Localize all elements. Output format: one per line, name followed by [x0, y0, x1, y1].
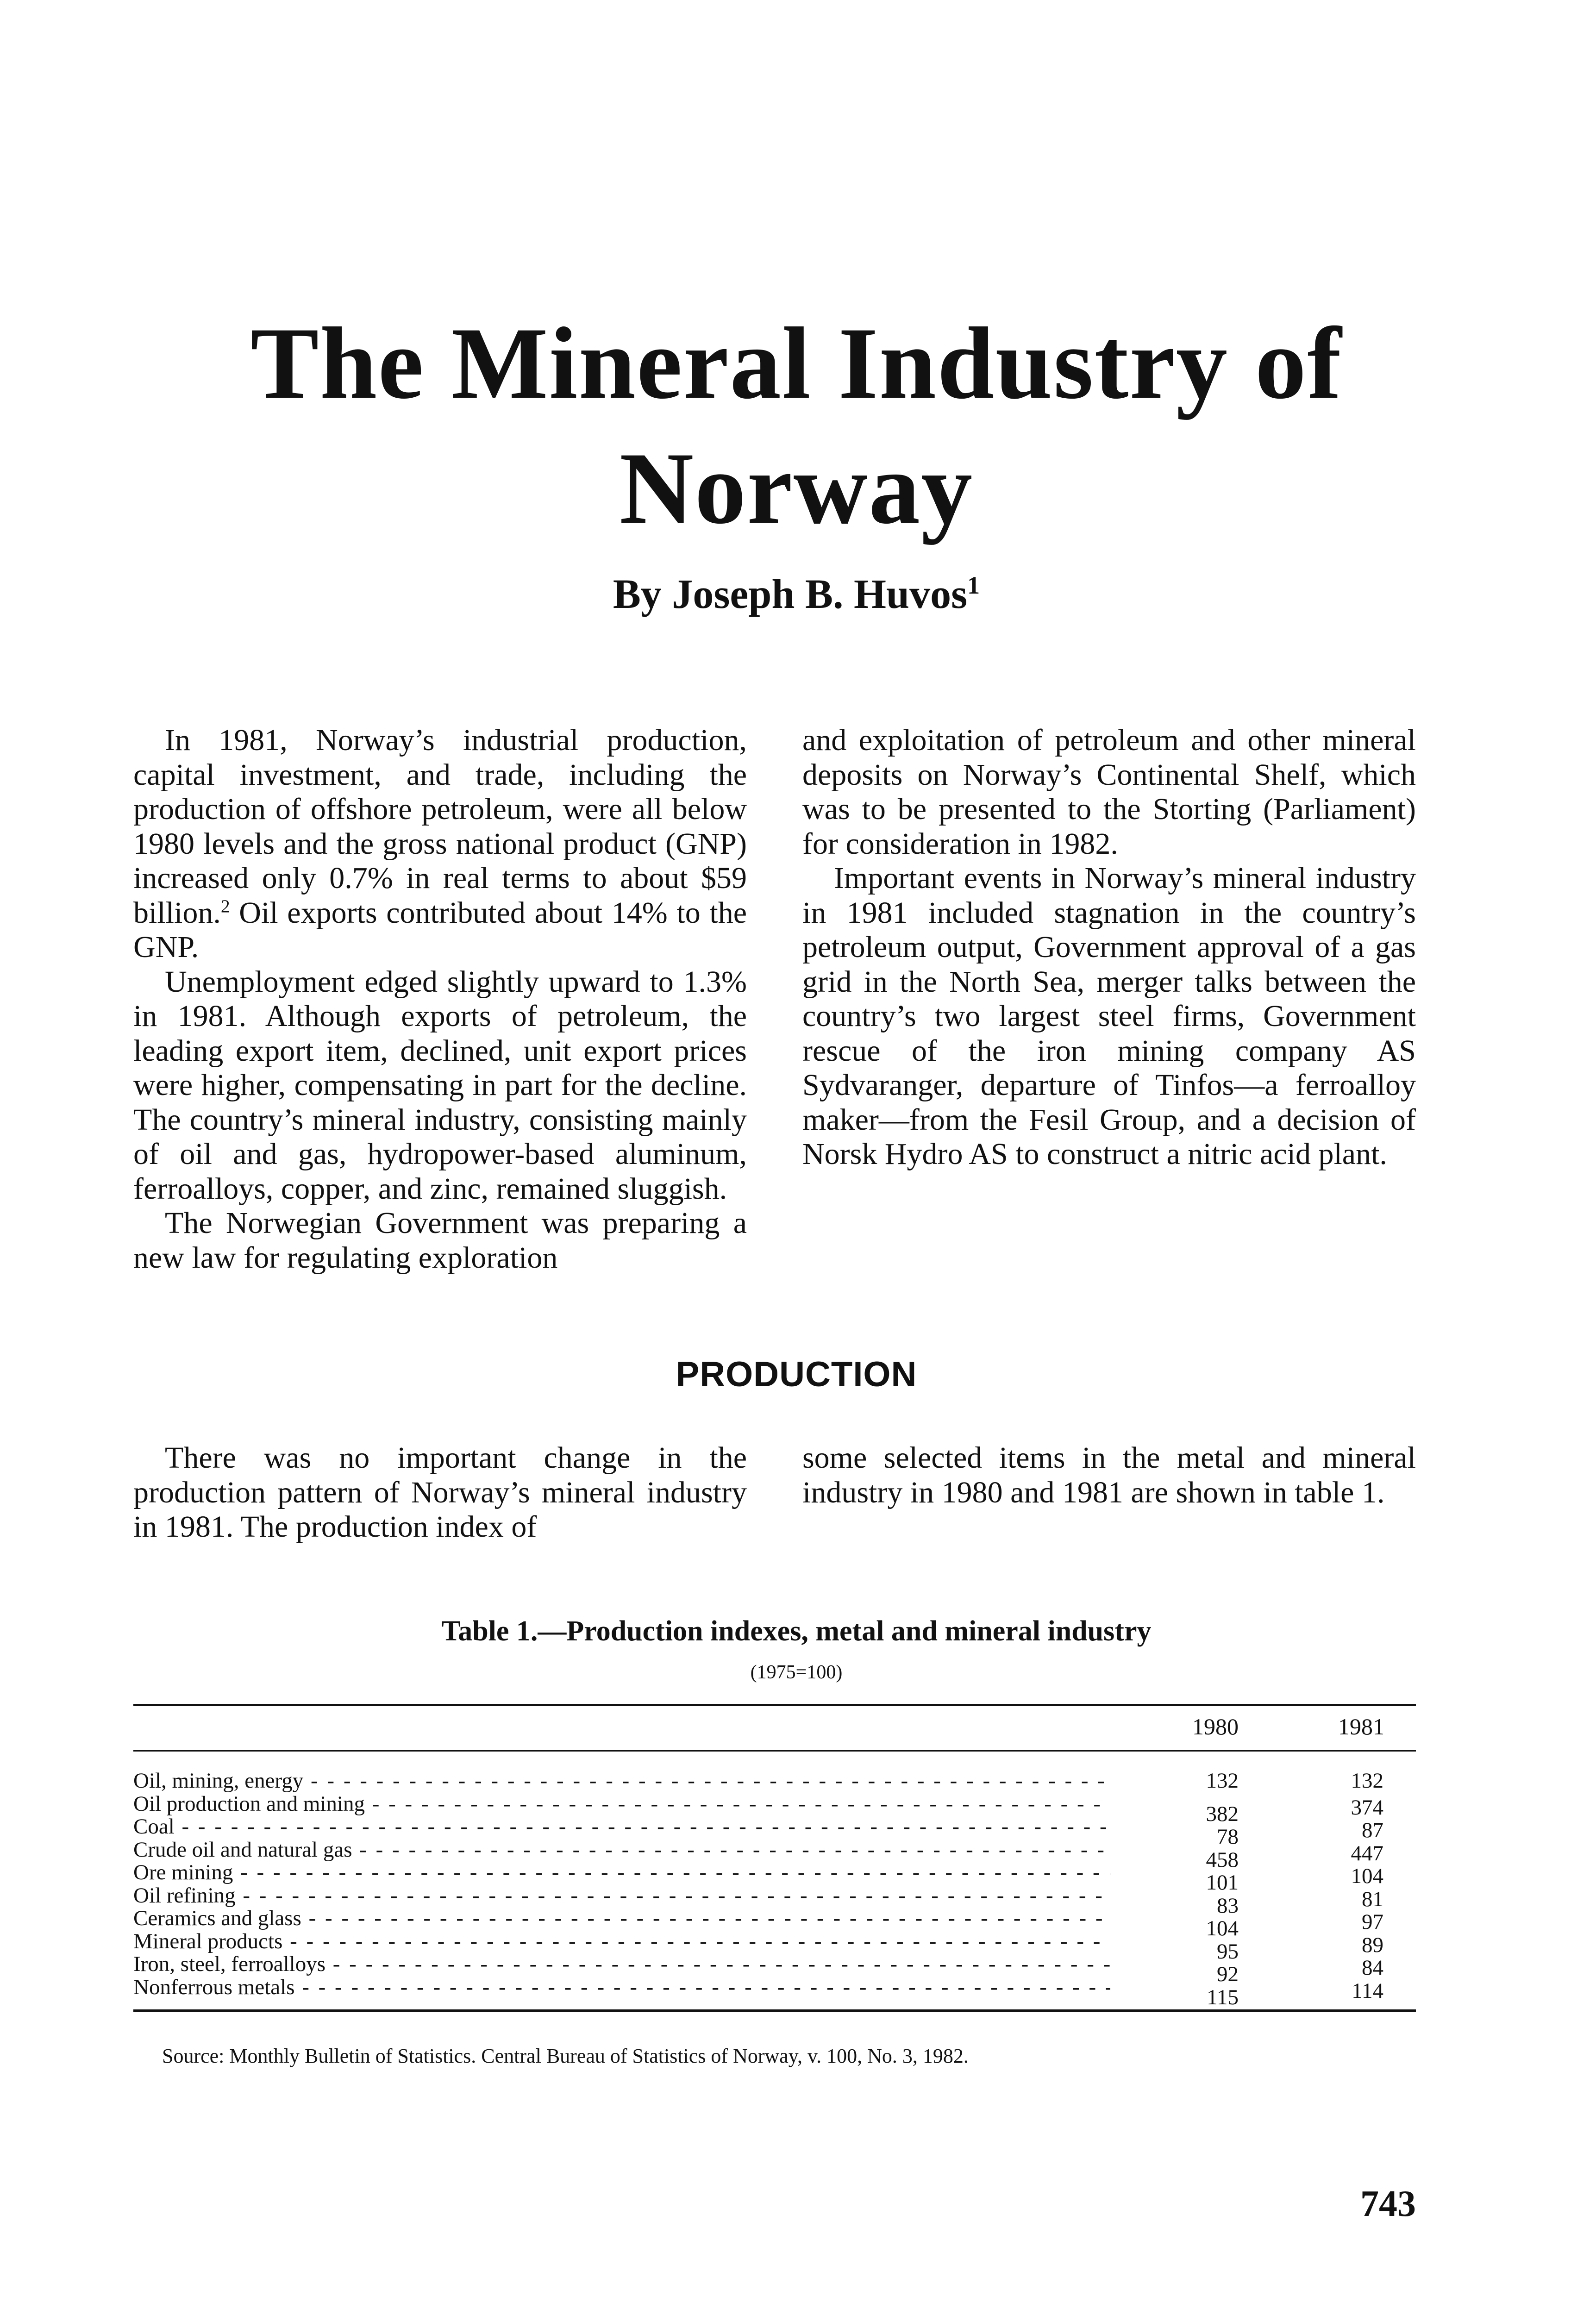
row-label: Ceramics and glass - - - — [133, 1907, 1110, 1930]
row-label: Oil, mining, energy - - - — [133, 1770, 1110, 1793]
value-1980: 115 — [1207, 1985, 1239, 2009]
value-1980: 382 — [1206, 1802, 1239, 1826]
value-1980: 104 — [1206, 1916, 1239, 1940]
row-label: Iron, steel, ferroalloys - - - — [133, 1953, 1110, 1976]
intro-paragraph-2: Unemployment edged slightly upward to 1.3% in 1981. Although exports of petroleum, the leading export item, declined, unit export prices were higher, compensating in part for the decline. The country’s mineral industry, consisting mainly of oil and gas, hydropower-based aluminum, ferroalloys, copper, and zinc, remained sluggish. — [133, 964, 747, 1206]
value-1981: 447 — [1351, 1841, 1383, 1865]
author-byline — [139, 570, 1454, 618]
production-columns — [133, 1441, 1416, 1545]
article-title-line-1: The Mineral Industry of — [250, 307, 1343, 420]
row-label: Coal - - - — [133, 1815, 1110, 1839]
intro-columns — [133, 723, 1416, 1275]
production-left-column — [133, 1441, 747, 1545]
intro-left-column — [133, 723, 747, 1275]
row-label: Ore mining - - - — [133, 1861, 1110, 1884]
value-1981: 114 — [1352, 1978, 1383, 2003]
row-label: Mineral products - - - — [133, 1930, 1110, 1953]
value-1981: 132 — [1351, 1769, 1383, 1793]
table-row — [133, 1861, 1416, 1895]
production-right-column — [802, 1441, 1416, 1545]
value-1981: 374 — [1351, 1795, 1383, 1820]
table-row — [133, 1930, 1416, 1964]
column-header-1981: 1981 — [1338, 1714, 1384, 1739]
value-1981: 81 — [1362, 1887, 1383, 1911]
value-1980: 78 — [1217, 1825, 1239, 1849]
production-paragraph-right: some selected items in the metal and mineral industry in 1980 and 1981 are shown in table 1. — [802, 1441, 1416, 1509]
table-subtitle: (1975=100) — [750, 1662, 843, 1683]
intro-paragraph-3: The Norwegian Government was preparing a new law for regulating exploration — [133, 1206, 747, 1275]
table-row — [133, 1838, 1416, 1872]
value-1981: 89 — [1362, 1933, 1383, 1957]
value-1980: 92 — [1217, 1962, 1239, 1986]
value-1980: 132 — [1206, 1769, 1239, 1793]
page-number: 743 — [1360, 2184, 1416, 2224]
intro-paragraph-1-text: In 1981, Norway’s industrial production, capital investment, and trade, including the production of offshore petroleum, were all below 1980 levels and the gross national product (GNP) increased only 0.7% in real terms to about $59 billion. — [133, 723, 747, 930]
row-label: Oil production and mining - - - — [133, 1793, 1110, 1816]
table-bottom-rule — [133, 2009, 1416, 2012]
author-footnote-marker: 1 — [967, 571, 980, 599]
author-name: By Joseph B. Huvos — [613, 571, 968, 617]
row-label: Nonferrous metals - - - — [133, 1976, 1110, 1999]
value-1981: 97 — [1362, 1910, 1383, 1934]
intro-paragraph-1 — [133, 723, 747, 965]
table-row — [133, 1815, 1416, 1849]
column-header-1980: 1980 — [1192, 1714, 1239, 1739]
table-row — [133, 1884, 1416, 1918]
intro-paragraph-1-tail: Oil exports contributed about 14% to the GNP. — [133, 895, 747, 964]
table-title: Table 1.—Production indexes, metal and mineral industry — [441, 1615, 1152, 1647]
value-1980: 83 — [1217, 1893, 1239, 1918]
table-row — [133, 1770, 1416, 1793]
table-header-rule — [133, 1750, 1416, 1752]
table-body — [133, 1769, 1416, 2009]
value-1980: 95 — [1217, 1939, 1239, 1964]
value-1981: 87 — [1362, 1818, 1383, 1842]
table-row — [133, 1792, 1416, 1826]
table-row — [133, 1907, 1416, 1940]
value-1981: 84 — [1362, 1956, 1383, 1980]
production-heading: PRODUCTION — [676, 1355, 917, 1394]
table-row — [133, 1953, 1416, 1986]
row-label: Crude oil and natural gas - - - — [133, 1839, 1110, 1862]
value-1980: 458 — [1206, 1847, 1239, 1872]
table-top-rule — [133, 1704, 1416, 1706]
value-1981: 104 — [1351, 1864, 1383, 1888]
intro-paragraph-5: Important events in Norway’s mineral industry in 1981 included stagnation in the country’s petroleum output, Government approval of a gas grid in the North Sea, merger talks between the country’s two largest steel firms, Government rescue of the iron mining company AS Sydvaranger, departure of Tinfos—a ferroalloy maker—from the Fesil Group, and a decision of Norsk Hydro AS to construct a nitric acid plant. — [802, 861, 1416, 1171]
intro-paragraph-4: and exploitation of petroleum and other mineral deposits on Norway’s Continental Shelf, which was to be presented to the Storting (Parliament) for consideration in 1982. — [802, 723, 1416, 861]
article-title-line-2: Norway — [619, 432, 974, 545]
production-paragraph-left: There was no important change in the production pattern of Norway’s mineral industry in 1981. The production index of — [133, 1441, 747, 1544]
table-row — [133, 1976, 1416, 2009]
article-title — [139, 301, 1454, 551]
value-1980: 101 — [1206, 1871, 1239, 1895]
table-source-note: Source: Monthly Bulletin of Statistics. Central Bureau of Statistics of Norway, v. 100, No. 3, 1982. — [162, 2045, 969, 2067]
row-label: Oil refining - - - — [133, 1884, 1110, 1908]
footnote-marker-2: 2 — [220, 895, 230, 916]
intro-right-column — [802, 723, 1416, 1275]
